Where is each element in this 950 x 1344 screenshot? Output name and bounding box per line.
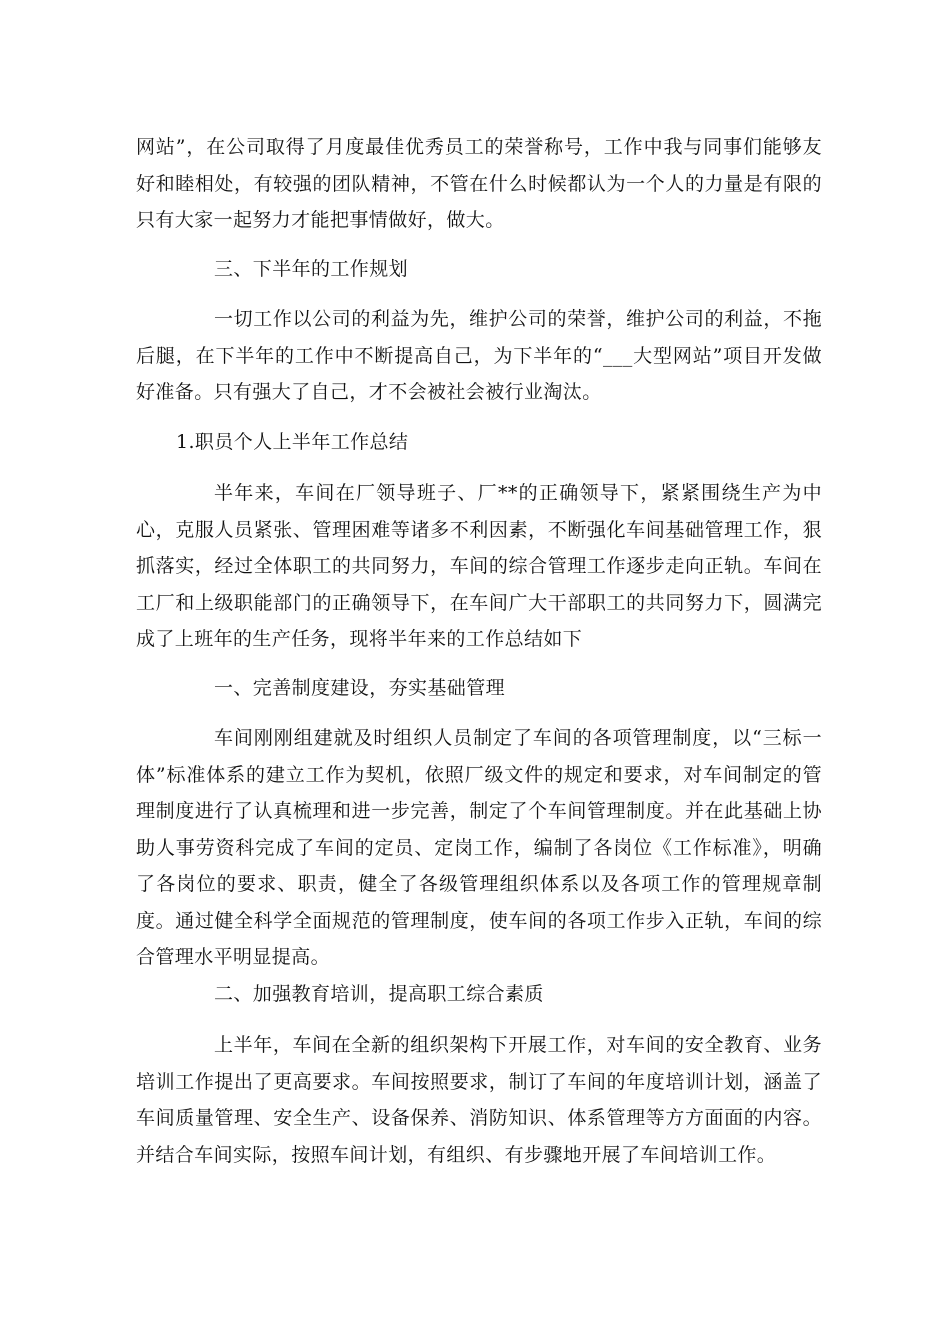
paragraph-continued-award: 网站”，在公司取得了月度最佳优秀员工的荣誉称号，工作中我与同事们能够友好和睦相处，有较强的团队精神，不管在什么时候都认为一个人的力量是有限的只有大家一起努力才能把事情做好，做大。 — [136, 136, 822, 231]
paragraph-management-system: 车间刚刚组建就及时组织人员制定了车间的各项管理制度，以“三标一体”标准体系的建立工作为契机，依照厂级文件的规定和要求，对车间制定的管理制度进行了认真梳理和进一步完善，制定了个车间管理制度。并在此基础上协助人事劳资科完成了车间的定员、定岗工作，编制了各岗位《工作标准》，明确了各岗位的要求、职责，健全了各级管理组织体系以及各项工作的管理规章制度。通过健全科学全面规范的管理制度，使车间的各项工作步入正轨，车间的综合管理水平明显提高。 — [136, 727, 822, 968]
heading-education-training: 二、加强教育培训，提高职工综合素质 — [214, 983, 544, 1005]
paragraph-company-interest: 一切工作以公司的利益为先，维护公司的荣誉，维护公司的利益，不拖后腿，在下半年的工作中不断提高自己，为下半年的“___大型网站”项目开发做好准备。只有强大了自己，才不会被社会被行业淘汰。 — [136, 308, 822, 403]
heading-staff-summary: 1.职员个人上半年工作总结 — [176, 431, 409, 453]
paragraph-training-work: 上半年，车间在全新的组织架构下开展工作，对车间的安全教育、业务培训工作提出了更高要求。车间按照要求，制订了车间的年度培训计划，涵盖了车间质量管理、安全生产、设备保养、消防知识、体系管理等方方面面的内容。并结合车间实际，按照车间计划，有组织、有步骤地开展了车间培训工作。 — [136, 1034, 822, 1166]
paragraph-workshop-half-year: 半年来，车间在厂领导班子、厂**的正确领导下，紧紧围绕生产为中心，克服人员紧张、管理困难等诸多不利因素，不断强化车间基础管理工作，狠抓落实，经过全体职工的共同努力，车间的综合管理工作逐步走向正轨。车间在工厂和上级职能部门的正确领导下，在车间广大干部职工的共同努力下，圆满完成了上班年的生产任务，现将半年来的工作总结如下 — [136, 482, 822, 650]
heading-second-half-plan: 三、下半年的工作规划 — [214, 258, 409, 280]
heading-improve-system: 一、完善制度建设，夯实基础管理 — [214, 677, 506, 699]
